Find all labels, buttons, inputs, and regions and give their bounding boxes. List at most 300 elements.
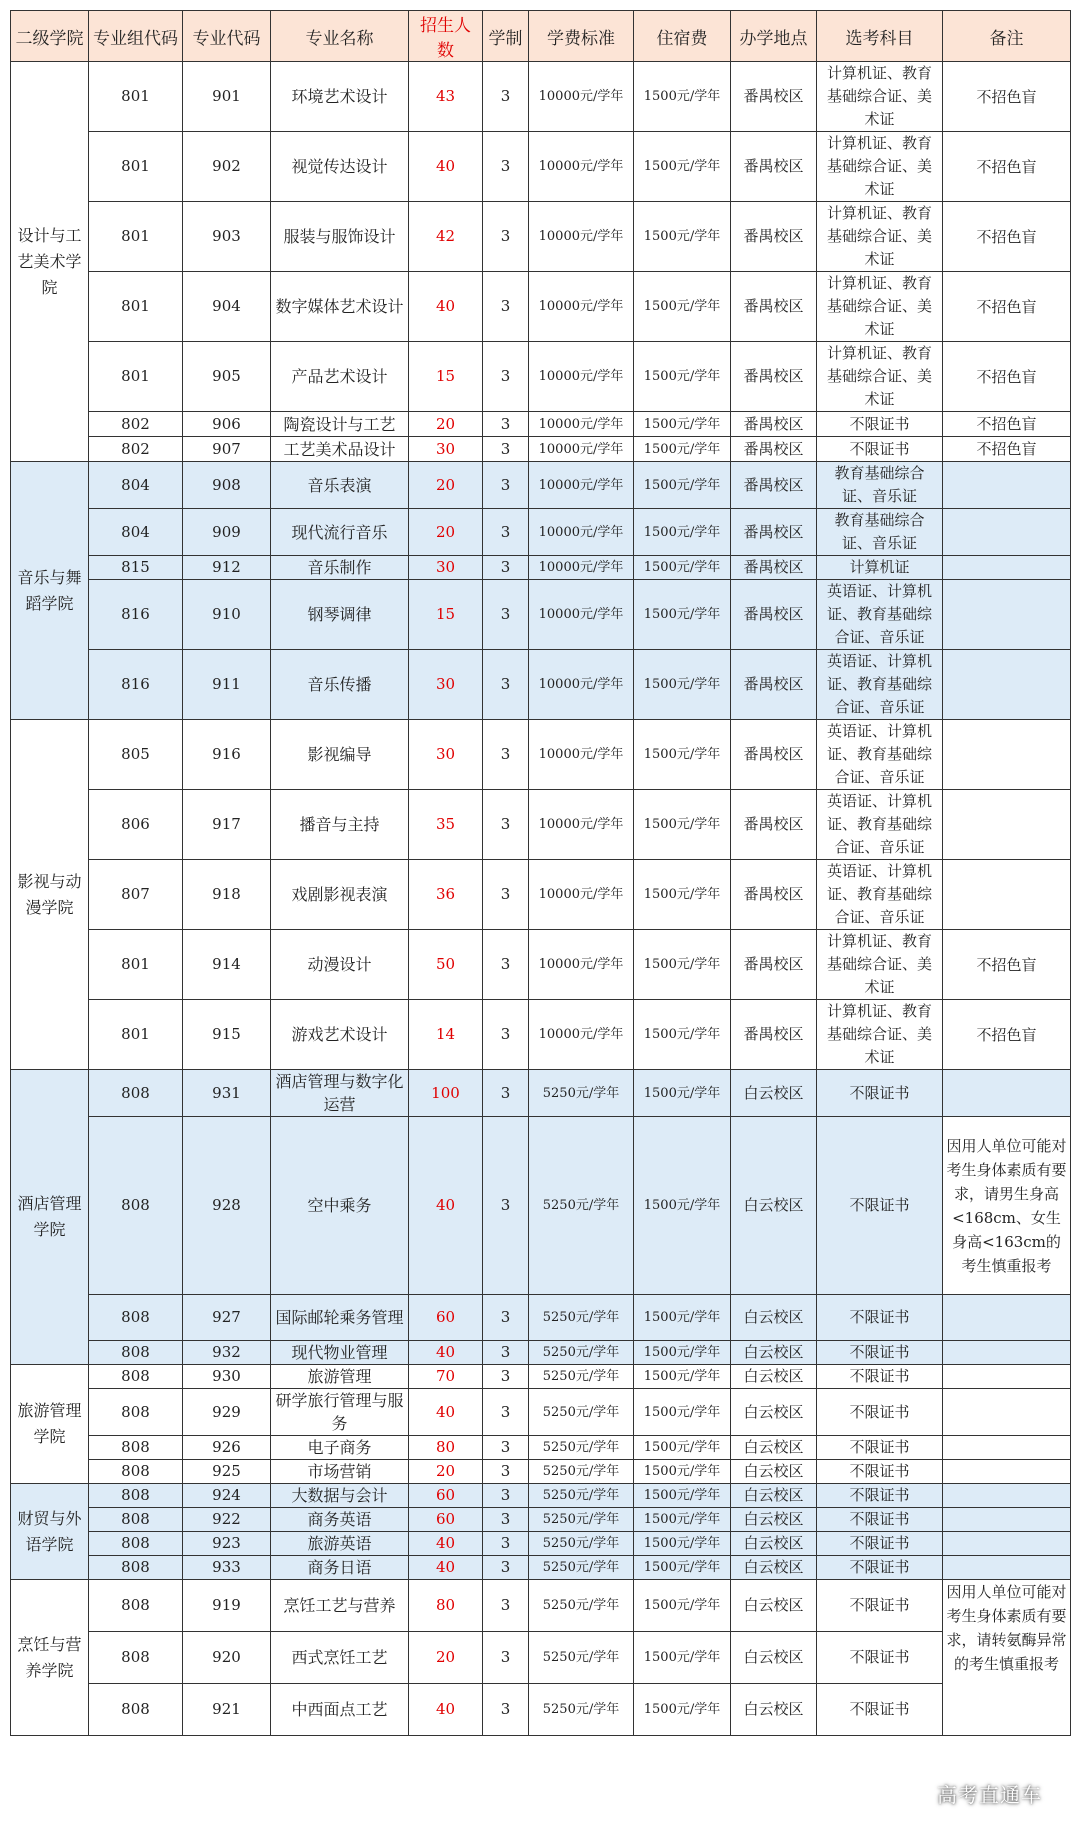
major-name-cell: 烹饪工艺与营养: [271, 1580, 409, 1632]
group-code-cell: 801: [89, 132, 183, 202]
tuition-cell: 5250元/学年: [529, 1070, 634, 1117]
table-row: [11, 412, 1071, 437]
major-name-cell: 空中乘务: [271, 1117, 409, 1295]
tuition-cell: 10000元/学年: [529, 412, 634, 437]
major-code-cell: 924: [183, 1484, 271, 1508]
enrollment-cell: 14: [409, 1000, 483, 1070]
group-code-cell: 804: [89, 509, 183, 556]
major-name-cell: 服装与服饰设计: [271, 202, 409, 272]
tuition-cell: 10000元/学年: [529, 580, 634, 650]
note-cell: [943, 1460, 1071, 1484]
dorm-fee-cell: 1500元/学年: [634, 1484, 731, 1508]
campus-cell: 白云校区: [731, 1460, 817, 1484]
enrollment-cell: 40: [409, 1341, 483, 1365]
note-cell: [943, 650, 1071, 720]
subjects-cell: 计算机证、教育基础综合证、美术证: [817, 202, 943, 272]
group-code-cell: 808: [89, 1460, 183, 1484]
campus-cell: 白云校区: [731, 1365, 817, 1389]
dorm-fee-cell: 1500元/学年: [634, 462, 731, 509]
note-cell: [943, 1389, 1071, 1436]
enrollment-cell: 43: [409, 62, 483, 132]
campus-cell: 番禺校区: [731, 720, 817, 790]
campus-cell: 白云校区: [731, 1508, 817, 1532]
table-row: [11, 1532, 1071, 1556]
college-cell: 旅游管理学院: [11, 1365, 89, 1484]
years-cell: 3: [483, 1000, 529, 1070]
note-cell: [943, 1532, 1071, 1556]
campus-cell: 番禺校区: [731, 62, 817, 132]
major-code-cell: 911: [183, 650, 271, 720]
subjects-cell: 教育基础综合证、音乐证: [817, 462, 943, 509]
dorm-fee-cell: 1500元/学年: [634, 1365, 731, 1389]
subjects-cell: 不限证书: [817, 1295, 943, 1341]
campus-cell: 番禺校区: [731, 342, 817, 412]
enrollment-cell: 20: [409, 509, 483, 556]
major-name-cell: 电子商务: [271, 1436, 409, 1460]
major-code-cell: 915: [183, 1000, 271, 1070]
dorm-fee-cell: 1500元/学年: [634, 1580, 731, 1632]
table-row: [11, 437, 1071, 462]
major-code-cell: 922: [183, 1508, 271, 1532]
group-code-cell: 801: [89, 272, 183, 342]
subjects-cell: 计算机证、教育基础综合证、美术证: [817, 342, 943, 412]
years-cell: 3: [483, 930, 529, 1000]
dorm-fee-cell: 1500元/学年: [634, 1436, 731, 1460]
dorm-fee-cell: 1500元/学年: [634, 1684, 731, 1736]
tuition-cell: 10000元/学年: [529, 342, 634, 412]
table-row: [11, 202, 1071, 272]
years-cell: 3: [483, 1508, 529, 1532]
major-name-cell: 音乐传播: [271, 650, 409, 720]
campus-cell: 白云校区: [731, 1684, 817, 1736]
dorm-fee-cell: 1500元/学年: [634, 580, 731, 650]
group-code-cell: 805: [89, 720, 183, 790]
campus-cell: 白云校区: [731, 1070, 817, 1117]
header-major-name: 专业名称: [271, 11, 409, 62]
note-cell: [943, 720, 1071, 790]
major-code-cell: 921: [183, 1684, 271, 1736]
enrollment-cell: 20: [409, 1632, 483, 1684]
dorm-fee-cell: 1500元/学年: [634, 1000, 731, 1070]
major-code-cell: 909: [183, 509, 271, 556]
major-code-cell: 928: [183, 1117, 271, 1295]
major-code-cell: 916: [183, 720, 271, 790]
major-name-cell: 游戏艺术设计: [271, 1000, 409, 1070]
note-cell: [943, 1365, 1071, 1389]
group-code-cell: 808: [89, 1508, 183, 1532]
group-code-cell: 808: [89, 1341, 183, 1365]
subjects-cell: 英语证、计算机证、教育基础综合证、音乐证: [817, 580, 943, 650]
years-cell: 3: [483, 1389, 529, 1436]
years-cell: 3: [483, 650, 529, 720]
enrollment-cell: 40: [409, 272, 483, 342]
tuition-cell: 10000元/学年: [529, 437, 634, 462]
campus-cell: 番禺校区: [731, 132, 817, 202]
dorm-fee-cell: 1500元/学年: [634, 1341, 731, 1365]
enrollment-cell: 50: [409, 930, 483, 1000]
college-cell: 设计与工艺美术学院: [11, 62, 89, 462]
enrollment-cell: 80: [409, 1436, 483, 1460]
enrollment-cell: 60: [409, 1508, 483, 1532]
group-code-cell: 816: [89, 650, 183, 720]
table-row: [11, 1341, 1071, 1365]
table-row: [11, 1295, 1071, 1341]
years-cell: 3: [483, 790, 529, 860]
group-code-cell: 808: [89, 1484, 183, 1508]
note-cell: [943, 1484, 1071, 1508]
dorm-fee-cell: 1500元/学年: [634, 1117, 731, 1295]
major-name-cell: 数字媒体艺术设计: [271, 272, 409, 342]
enrollment-cell: 40: [409, 1532, 483, 1556]
header-major-code: 专业代码: [183, 11, 271, 62]
major-name-cell: 商务日语: [271, 1556, 409, 1580]
table-row: [11, 1684, 1071, 1736]
years-cell: 3: [483, 860, 529, 930]
subjects-cell: 不限证书: [817, 1532, 943, 1556]
table-row: [11, 272, 1071, 342]
college-cell: 影视与动漫学院: [11, 720, 89, 1070]
group-code-cell: 801: [89, 1000, 183, 1070]
subjects-cell: 不限证书: [817, 1436, 943, 1460]
years-cell: 3: [483, 412, 529, 437]
group-code-cell: 808: [89, 1532, 183, 1556]
enrollment-cell: 40: [409, 1684, 483, 1736]
enrollment-cell: 30: [409, 556, 483, 580]
group-code-cell: 808: [89, 1436, 183, 1460]
group-code-cell: 808: [89, 1580, 183, 1632]
group-code-cell: 808: [89, 1684, 183, 1736]
note-cell: 不招色盲: [943, 930, 1071, 1000]
tuition-cell: 5250元/学年: [529, 1532, 634, 1556]
major-name-cell: 市场营销: [271, 1460, 409, 1484]
table-row: [11, 1365, 1071, 1389]
dorm-fee-cell: 1500元/学年: [634, 62, 731, 132]
tuition-cell: 10000元/学年: [529, 930, 634, 1000]
major-code-cell: 901: [183, 62, 271, 132]
note-cell: [943, 509, 1071, 556]
dorm-fee-cell: 1500元/学年: [634, 1632, 731, 1684]
enrollment-cell: 70: [409, 1365, 483, 1389]
subjects-cell: 英语证、计算机证、教育基础综合证、音乐证: [817, 860, 943, 930]
dorm-fee-cell: 1500元/学年: [634, 860, 731, 930]
major-code-cell: 912: [183, 556, 271, 580]
dorm-fee-cell: 1500元/学年: [634, 720, 731, 790]
tuition-cell: 5250元/学年: [529, 1684, 634, 1736]
enrollment-cell: 40: [409, 1117, 483, 1295]
subjects-cell: 不限证书: [817, 1389, 943, 1436]
group-code-cell: 808: [89, 1632, 183, 1684]
tuition-cell: 5250元/学年: [529, 1436, 634, 1460]
major-name-cell: 酒店管理与数字化运营: [271, 1070, 409, 1117]
dorm-fee-cell: 1500元/学年: [634, 1556, 731, 1580]
enrollment-cell: 42: [409, 202, 483, 272]
campus-cell: 番禺校区: [731, 437, 817, 462]
header-dorm-fee: 住宿费: [634, 11, 731, 62]
enrollment-cell: 40: [409, 132, 483, 202]
table-row: [11, 650, 1071, 720]
subjects-cell: 不限证书: [817, 1580, 943, 1632]
subjects-cell: 计算机证、教育基础综合证、美术证: [817, 930, 943, 1000]
table-row: [11, 462, 1071, 509]
table-row: [11, 1117, 1071, 1295]
table-row: [11, 1580, 1071, 1632]
note-cell: 不招色盲: [943, 272, 1071, 342]
enrollment-cell: 20: [409, 462, 483, 509]
major-code-cell: 902: [183, 132, 271, 202]
major-code-cell: 919: [183, 1580, 271, 1632]
subjects-cell: 不限证书: [817, 1508, 943, 1532]
campus-cell: 番禺校区: [731, 1000, 817, 1070]
header-tuition: 学费标准: [529, 11, 634, 62]
tuition-cell: 5250元/学年: [529, 1632, 634, 1684]
dorm-fee-cell: 1500元/学年: [634, 202, 731, 272]
campus-cell: 番禺校区: [731, 790, 817, 860]
dorm-fee-cell: 1500元/学年: [634, 437, 731, 462]
tuition-cell: 5250元/学年: [529, 1341, 634, 1365]
campus-cell: 白云校区: [731, 1389, 817, 1436]
years-cell: 3: [483, 1295, 529, 1341]
campus-cell: 番禺校区: [731, 580, 817, 650]
campus-cell: 番禺校区: [731, 462, 817, 509]
note-cell: [943, 1436, 1071, 1460]
group-code-cell: 806: [89, 790, 183, 860]
table-row: [11, 342, 1071, 412]
table-row: [11, 1632, 1071, 1684]
major-code-cell: 929: [183, 1389, 271, 1436]
subjects-cell: 英语证、计算机证、教育基础综合证、音乐证: [817, 720, 943, 790]
tuition-cell: 5250元/学年: [529, 1389, 634, 1436]
years-cell: 3: [483, 720, 529, 790]
header-group-code: 专业组代码: [89, 11, 183, 62]
years-cell: 3: [483, 1484, 529, 1508]
major-code-cell: 914: [183, 930, 271, 1000]
table-row: [11, 1389, 1071, 1436]
major-code-cell: 927: [183, 1295, 271, 1341]
campus-cell: 番禺校区: [731, 272, 817, 342]
campus-cell: 白云校区: [731, 1295, 817, 1341]
table-row: [11, 790, 1071, 860]
major-code-cell: 906: [183, 412, 271, 437]
note-cell: [943, 556, 1071, 580]
major-code-cell: 907: [183, 437, 271, 462]
major-name-cell: 产品艺术设计: [271, 342, 409, 412]
major-code-cell: 910: [183, 580, 271, 650]
table-row: [11, 509, 1071, 556]
table-row: [11, 556, 1071, 580]
dorm-fee-cell: 1500元/学年: [634, 272, 731, 342]
tuition-cell: 5250元/学年: [529, 1460, 634, 1484]
table-row: [11, 720, 1071, 790]
note-cell: [943, 860, 1071, 930]
group-code-cell: 804: [89, 462, 183, 509]
tuition-cell: 10000元/学年: [529, 860, 634, 930]
major-code-cell: 925: [183, 1460, 271, 1484]
tuition-cell: 10000元/学年: [529, 650, 634, 720]
note-cell: [943, 1508, 1071, 1532]
years-cell: 3: [483, 1117, 529, 1295]
years-cell: 3: [483, 1556, 529, 1580]
header-row: [11, 11, 1071, 62]
note-cell: 不招色盲: [943, 1000, 1071, 1070]
group-code-cell: 801: [89, 342, 183, 412]
dorm-fee-cell: 1500元/学年: [634, 1295, 731, 1341]
major-name-cell: 中西面点工艺: [271, 1684, 409, 1736]
major-name-cell: 陶瓷设计与工艺: [271, 412, 409, 437]
tuition-cell: 10000元/学年: [529, 1000, 634, 1070]
dorm-fee-cell: 1500元/学年: [634, 1532, 731, 1556]
subjects-cell: 不限证书: [817, 412, 943, 437]
major-name-cell: 旅游英语: [271, 1532, 409, 1556]
subjects-cell: 英语证、计算机证、教育基础综合证、音乐证: [817, 650, 943, 720]
major-code-cell: 933: [183, 1556, 271, 1580]
tuition-cell: 10000元/学年: [529, 62, 634, 132]
note-cell: [943, 1070, 1071, 1117]
dorm-fee-cell: 1500元/学年: [634, 1460, 731, 1484]
group-code-cell: 808: [89, 1389, 183, 1436]
table-row: [11, 1460, 1071, 1484]
tuition-cell: 5250元/学年: [529, 1295, 634, 1341]
subjects-cell: 不限证书: [817, 1484, 943, 1508]
major-name-cell: 现代物业管理: [271, 1341, 409, 1365]
tuition-cell: 10000元/学年: [529, 202, 634, 272]
years-cell: 3: [483, 1580, 529, 1632]
table-row: [11, 1556, 1071, 1580]
years-cell: 3: [483, 272, 529, 342]
tuition-cell: 5250元/学年: [529, 1580, 634, 1632]
campus-cell: 番禺校区: [731, 412, 817, 437]
tuition-cell: 10000元/学年: [529, 556, 634, 580]
dorm-fee-cell: 1500元/学年: [634, 556, 731, 580]
major-code-cell: 932: [183, 1341, 271, 1365]
years-cell: 3: [483, 437, 529, 462]
major-code-cell: 926: [183, 1436, 271, 1460]
group-code-cell: 801: [89, 202, 183, 272]
years-cell: 3: [483, 202, 529, 272]
major-name-cell: 播音与主持: [271, 790, 409, 860]
admissions-sheet: [10, 10, 1070, 1824]
group-code-cell: 815: [89, 556, 183, 580]
campus-cell: 番禺校区: [731, 930, 817, 1000]
header-note: 备注: [943, 11, 1071, 62]
major-name-cell: 音乐制作: [271, 556, 409, 580]
major-name-cell: 动漫设计: [271, 930, 409, 1000]
major-code-cell: 904: [183, 272, 271, 342]
dorm-fee-cell: 1500元/学年: [634, 412, 731, 437]
enrollment-cell: 40: [409, 1556, 483, 1580]
major-code-cell: 920: [183, 1632, 271, 1684]
major-name-cell: 现代流行音乐: [271, 509, 409, 556]
subjects-cell: 不限证书: [817, 437, 943, 462]
major-code-cell: 923: [183, 1532, 271, 1556]
tuition-cell: 10000元/学年: [529, 790, 634, 860]
group-code-cell: 808: [89, 1070, 183, 1117]
campus-cell: 番禺校区: [731, 556, 817, 580]
group-code-cell: 808: [89, 1295, 183, 1341]
header-subjects: 选考科目: [817, 11, 943, 62]
group-code-cell: 801: [89, 930, 183, 1000]
major-code-cell: 908: [183, 462, 271, 509]
dorm-fee-cell: 1500元/学年: [634, 342, 731, 412]
subjects-cell: 计算机证、教育基础综合证、美术证: [817, 1000, 943, 1070]
tuition-cell: 5250元/学年: [529, 1556, 634, 1580]
subjects-cell: 计算机证: [817, 556, 943, 580]
table-row: [11, 62, 1071, 132]
enrollment-cell: 80: [409, 1580, 483, 1632]
major-code-cell: 903: [183, 202, 271, 272]
major-name-cell: 大数据与会计: [271, 1484, 409, 1508]
tuition-cell: 10000元/学年: [529, 720, 634, 790]
tuition-cell: 5250元/学年: [529, 1365, 634, 1389]
major-name-cell: 商务英语: [271, 1508, 409, 1532]
note-cell: 不招色盲: [943, 62, 1071, 132]
table-row: [11, 1508, 1071, 1532]
college-cell: 酒店管理学院: [11, 1070, 89, 1365]
header-campus: 办学地点: [731, 11, 817, 62]
enrollment-cell: 100: [409, 1070, 483, 1117]
subjects-cell: 计算机证、教育基础综合证、美术证: [817, 272, 943, 342]
dorm-fee-cell: 1500元/学年: [634, 930, 731, 1000]
years-cell: 3: [483, 580, 529, 650]
subjects-cell: 不限证书: [817, 1632, 943, 1684]
table-row: [11, 1000, 1071, 1070]
enrollment-cell: 35: [409, 790, 483, 860]
dorm-fee-cell: 1500元/学年: [634, 132, 731, 202]
note-cell: 不招色盲: [943, 202, 1071, 272]
enrollment-cell: 15: [409, 342, 483, 412]
table-row: [11, 132, 1071, 202]
header-enrollment: 招生人数: [409, 11, 483, 62]
campus-cell: 白云校区: [731, 1580, 817, 1632]
enrollment-cell: 20: [409, 412, 483, 437]
dorm-fee-cell: 1500元/学年: [634, 1508, 731, 1532]
note-cell: 不招色盲: [943, 437, 1071, 462]
dorm-fee-cell: 1500元/学年: [634, 650, 731, 720]
group-code-cell: 801: [89, 62, 183, 132]
years-cell: 3: [483, 1341, 529, 1365]
enrollment-cell: 30: [409, 437, 483, 462]
header-years: 学制: [483, 11, 529, 62]
dorm-fee-cell: 1500元/学年: [634, 1070, 731, 1117]
major-name-cell: 戏剧影视表演: [271, 860, 409, 930]
major-name-cell: 工艺美术品设计: [271, 437, 409, 462]
major-name-cell: 国际邮轮乘务管理: [271, 1295, 409, 1341]
subjects-cell: 计算机证、教育基础综合证、美术证: [817, 132, 943, 202]
college-cell: 烹饪与营养学院: [11, 1580, 89, 1736]
group-code-cell: 802: [89, 437, 183, 462]
note-cell: 因用人单位可能对考生身体素质有要求，请转氨酶异常的考生慎重报考: [943, 1580, 1071, 1736]
tuition-cell: 10000元/学年: [529, 272, 634, 342]
major-code-cell: 917: [183, 790, 271, 860]
note-cell: 不招色盲: [943, 132, 1071, 202]
major-name-cell: 旅游管理: [271, 1365, 409, 1389]
major-name-cell: 影视编导: [271, 720, 409, 790]
enrollment-cell: 15: [409, 580, 483, 650]
admissions-table: [10, 10, 1071, 1736]
college-cell: 财贸与外语学院: [11, 1484, 89, 1580]
note-cell: 不招色盲: [943, 412, 1071, 437]
dorm-fee-cell: 1500元/学年: [634, 509, 731, 556]
campus-cell: 番禺校区: [731, 509, 817, 556]
major-name-cell: 研学旅行管理与服务: [271, 1389, 409, 1436]
group-code-cell: 808: [89, 1556, 183, 1580]
campus-cell: 白云校区: [731, 1556, 817, 1580]
group-code-cell: 808: [89, 1365, 183, 1389]
campus-cell: 番禺校区: [731, 860, 817, 930]
enrollment-cell: 20: [409, 1460, 483, 1484]
years-cell: 3: [483, 342, 529, 412]
years-cell: 3: [483, 132, 529, 202]
tuition-cell: 10000元/学年: [529, 462, 634, 509]
